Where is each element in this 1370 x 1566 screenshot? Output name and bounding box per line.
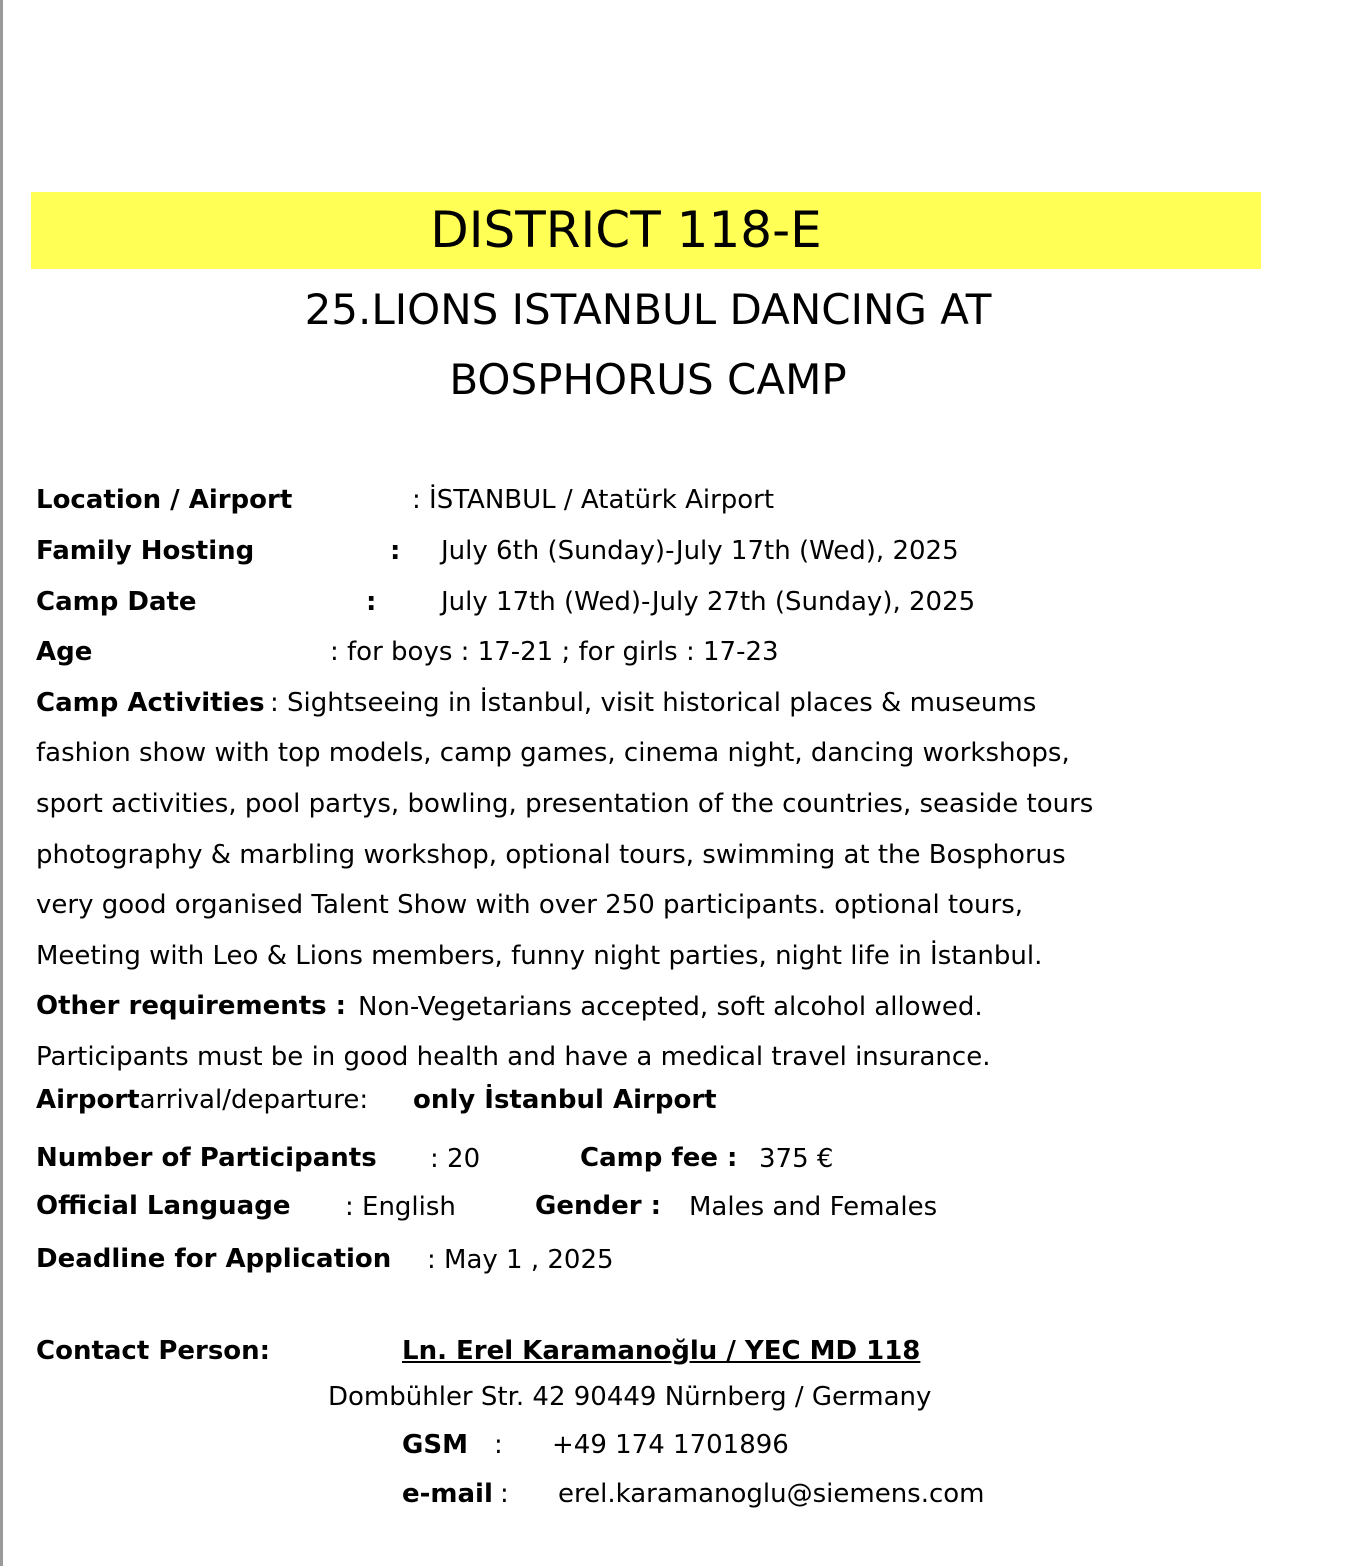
camp-activities-line: Meeting with Leo & Lions members, funny night parties, night life in İstanbul. (36, 941, 1043, 971)
camp-activities-line: very good organised Talent Show with over 250 participants. optional tours, (36, 890, 1024, 920)
deadline-label: Deadline for Application (36, 1244, 392, 1274)
camp-activities-line: sport activities, pool partys, bowling, presentation of the countries, seaside tours (36, 789, 1094, 819)
camp-activities-line: photography & marbling workshop, optional tours, swimming at the Bosphorus (36, 840, 1066, 870)
camp-date-value: July 17th (Wed)-July 27th (Sunday), 2025 (441, 587, 976, 617)
email-value: erel.karamanoglu@siemens.com (558, 1479, 985, 1509)
email-separator: : (500, 1479, 509, 1509)
email-label: e-mail (402, 1479, 493, 1509)
camp-date-separator: : (366, 587, 377, 617)
gsm-label: GSM (402, 1430, 468, 1460)
other-requirements-label: Other requirements : (36, 991, 347, 1021)
camp-title-line-2: BOSPHORUS CAMP (449, 355, 847, 404)
district-title: DISTRICT 118-E (430, 201, 822, 259)
location-label: Location / Airport (36, 485, 293, 515)
airport-line (36, 1083, 368, 1117)
contact-person-label: Contact Person: (36, 1336, 271, 1366)
camp-title-line-1: 25.LIONS ISTANBUL DANCING AT (304, 285, 992, 334)
gender-label: Gender : (535, 1191, 662, 1221)
other-requirements-line: Participants must be in good health and have a medical travel insurance. (36, 1042, 991, 1072)
gsm-separator: : (494, 1430, 503, 1460)
participants-value: : 20 (430, 1144, 481, 1174)
gender-value: Males and Females (689, 1192, 938, 1222)
deadline-value: : May 1 , 2025 (427, 1245, 614, 1275)
age-label: Age (36, 637, 93, 667)
district-banner (31, 192, 1261, 269)
airport-value: only İstanbul Airport (413, 1085, 717, 1115)
participants-label: Number of Participants (36, 1143, 377, 1173)
family-hosting-value: July 6th (Sunday)-July 17th (Wed), 2025 (441, 536, 959, 566)
location-value: : İSTANBUL / Atatürk Airport (412, 485, 775, 515)
contact-person-name: Ln. Erel Karamanoğlu / YEC MD 118 (402, 1336, 921, 1366)
camp-activities-line: fashion show with top models, camp games, cinema night, dancing workshops, (36, 738, 1070, 768)
official-language-label: Official Language (36, 1191, 291, 1221)
camp-date-label: Camp Date (36, 587, 197, 617)
page-edge-rule (0, 0, 3, 1566)
family-hosting-separator: : (390, 536, 401, 566)
contact-address: Dombühler Str. 42 90449 Nürnberg / Germany (328, 1382, 932, 1412)
official-language-value: : English (345, 1192, 456, 1222)
gsm-value: +49 174 1701896 (552, 1430, 789, 1460)
airport-label: Airport (36, 1085, 140, 1115)
camp-fee-value: 375 € (759, 1144, 834, 1174)
other-requirements-line: Non-Vegetarians accepted, soft alcohol allowed. (358, 992, 983, 1022)
camp-activities-line: : Sightseeing in İstanbul, visit historical places & museums (270, 688, 1037, 718)
camp-fee-label: Camp fee : (580, 1143, 738, 1173)
airport-text: arrival/departure: (139, 1085, 369, 1115)
age-value: : for boys : 17-21 ; for girls : 17-23 (330, 637, 779, 667)
camp-activities-label: Camp Activities (36, 688, 265, 718)
family-hosting-label: Family Hosting (36, 536, 255, 566)
